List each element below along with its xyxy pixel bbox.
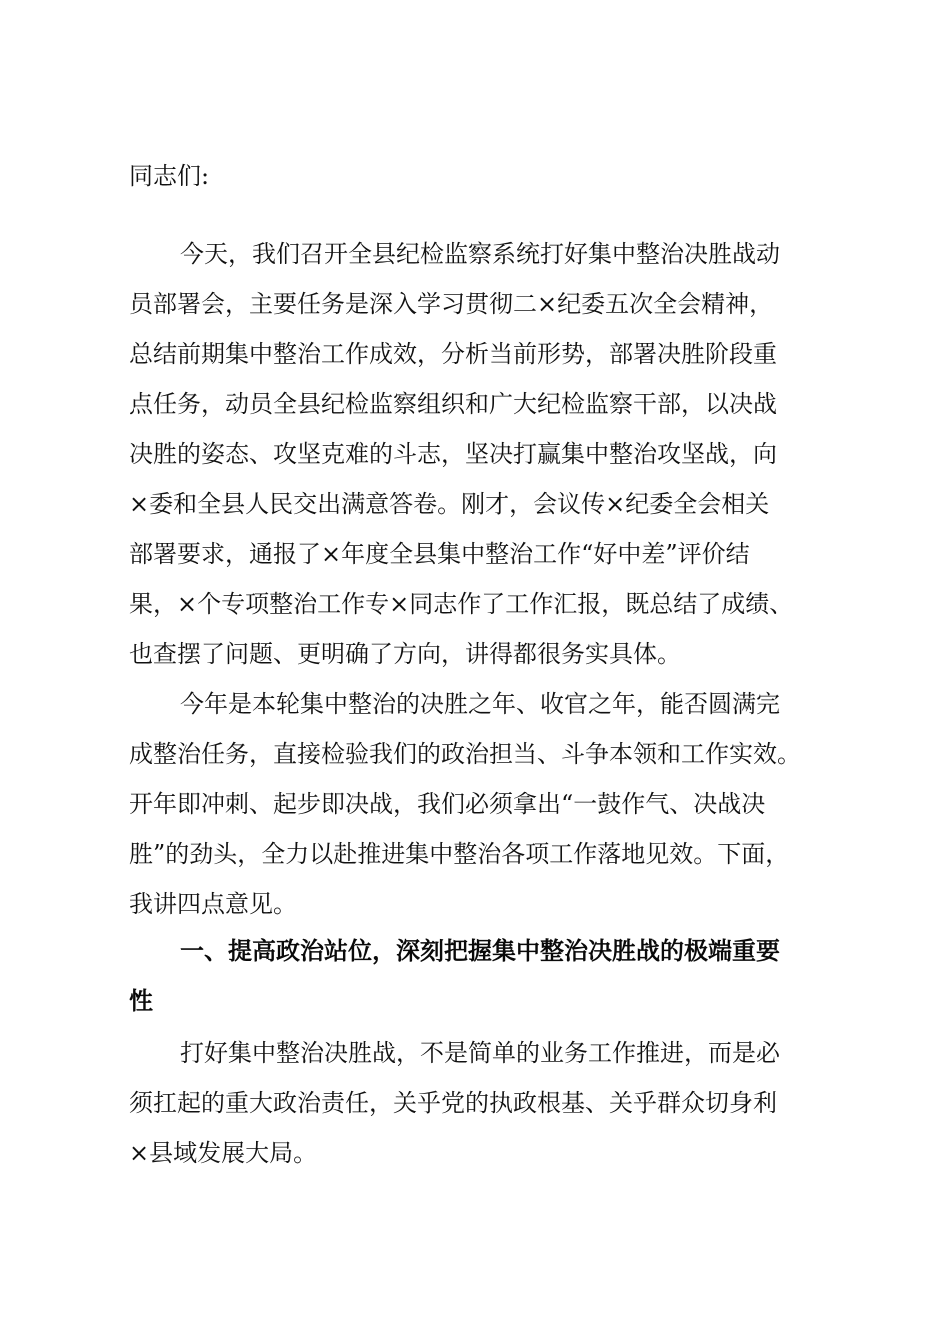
heading-line: 性 (129, 987, 153, 1015)
paragraph-line: 部署要求，通报了×年度全县集中整治工作“好中差”评价结 (129, 540, 750, 568)
paragraph-line: 打好集中整治决胜战，不是简单的业务工作推进，而是必 (180, 1039, 780, 1067)
paragraph-line: ×委和全县人民交出满意答卷。刚才，会议传×纪委全会相关 (129, 490, 770, 518)
paragraph-line: 我讲四点意见。 (129, 890, 297, 918)
heading-line: 一、提高政治站位，深刻把握集中整治决胜战的极端重要 (180, 937, 780, 965)
paragraph-line: 成整治任务，直接检验我们的政治担当、斗争本领和工作实效。 (129, 740, 801, 768)
paragraph-line: 员部署会，主要任务是深入学习贯彻二×纪委五次全会精神， (129, 290, 774, 318)
salutation: 同志们: (129, 162, 210, 190)
paragraph-line: 点任务，动员全县纪检监察组织和广大纪检监察干部，以决战 (129, 390, 777, 418)
paragraph-line: 也查摆了问题、更明确了方向，讲得都很务实具体。 (129, 640, 681, 668)
paragraph-line: 总结前期集中整治工作成效，分析当前形势，部署决胜阶段重 (129, 340, 777, 368)
paragraph-line: 开年即冲刺、起步即决战，我们必须拿出“一鼓作气、决战决 (129, 790, 766, 818)
paragraph-line: 果，×个专项整治工作专×同志作了工作汇报，既总结了成绩、 (129, 590, 794, 618)
paragraph-line: 今天，我们召开全县纪检监察系统打好集中整治决胜战动 (180, 240, 780, 268)
paragraph-line: ×县域发展大局。 (129, 1139, 318, 1167)
paragraph-line: 决胜的姿态、攻坚克难的斗志，坚决打赢集中整治攻坚战，向 (129, 440, 777, 468)
paragraph-line: 今年是本轮集中整治的决胜之年、收官之年，能否圆满完 (180, 690, 780, 718)
paragraph-line: 须扛起的重大政治责任，关乎党的执政根基、关乎群众切身利 (129, 1089, 777, 1117)
paragraph-line: 胜”的劲头，全力以赴推进集中整治各项工作落地见效。下面， (129, 840, 790, 868)
